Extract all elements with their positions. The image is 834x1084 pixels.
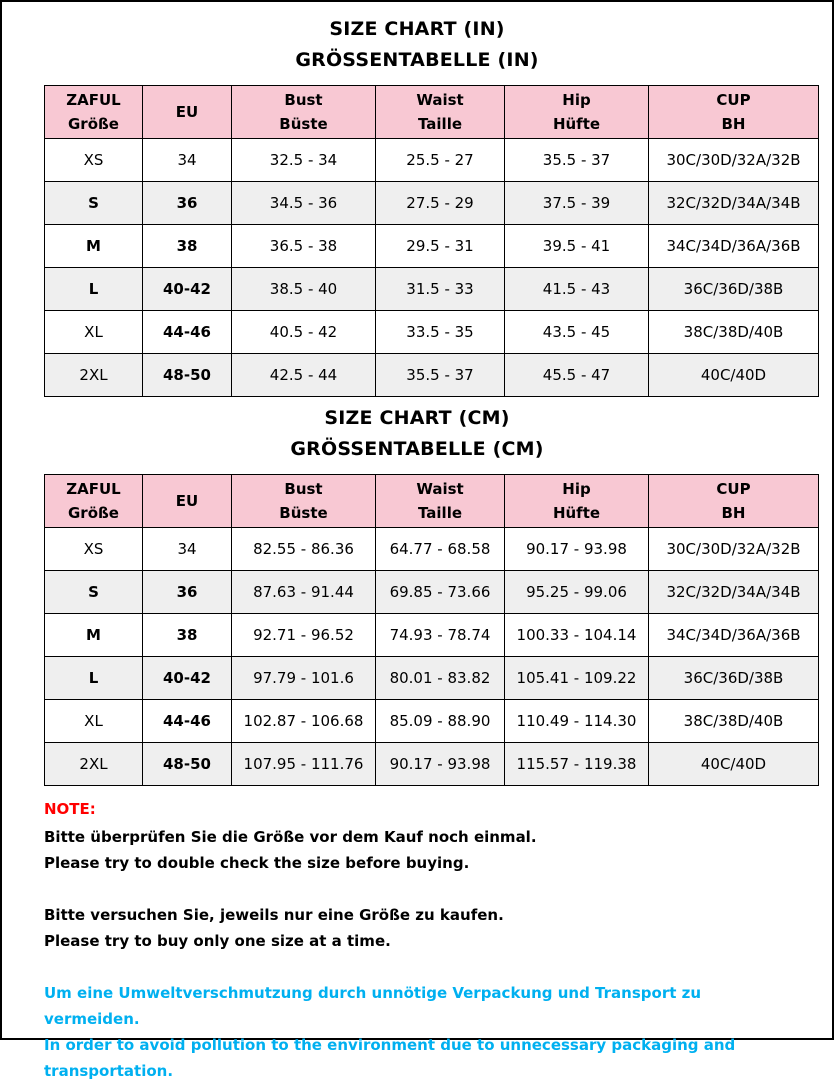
table-row	[45, 700, 819, 743]
table-cell: 32C/32D/34A/34B	[649, 571, 819, 614]
header-cell: Hip Hüfte	[505, 475, 649, 528]
note-paragraph	[44, 980, 792, 1084]
note-paragraph	[44, 902, 792, 954]
header-cell: Bust Büste	[232, 86, 376, 139]
table-cell: S	[45, 571, 143, 614]
table-cell: 39.5 - 41	[505, 225, 649, 268]
table-cell: 42.5 - 44	[232, 354, 376, 397]
table-cell: 82.55 - 86.36	[232, 528, 376, 571]
table-cell: 25.5 - 27	[376, 139, 505, 182]
table-cell: 32.5 - 34	[232, 139, 376, 182]
table-cell: 95.25 - 99.06	[505, 571, 649, 614]
note-line: Bitte überprüfen Sie die Größe vor dem Kauf noch einmal.	[44, 828, 537, 846]
table-cell: 41.5 - 43	[505, 268, 649, 311]
table-row	[45, 571, 819, 614]
table-cell: 40C/40D	[649, 743, 819, 786]
table-cell: 105.41 - 109.22	[505, 657, 649, 700]
table-cell: 100.33 - 104.14	[505, 614, 649, 657]
header-cell: EU	[143, 86, 232, 139]
header-row	[45, 475, 819, 528]
table-cell: 69.85 - 73.66	[376, 571, 505, 614]
table-cell: 40-42	[143, 657, 232, 700]
table-cell: 115.57 - 119.38	[505, 743, 649, 786]
title-size-chart-cm: SIZE CHART (CM)	[324, 407, 510, 429]
header-cell: Waist Taille	[376, 475, 505, 528]
header-cell: Bust Büste	[232, 475, 376, 528]
table-row	[45, 225, 819, 268]
table-cell: 40-42	[143, 268, 232, 311]
table-cell: 34	[143, 528, 232, 571]
table-row	[45, 139, 819, 182]
table-cell: L	[45, 268, 143, 311]
table-cell: 38	[143, 614, 232, 657]
table-cell: 34C/34D/36A/36B	[649, 225, 819, 268]
note-line: In order to avoid pollution to the environment due to unnecessary packaging and	[44, 1036, 736, 1054]
table-cell: 80.01 - 83.82	[376, 657, 505, 700]
table-cell: 36.5 - 38	[232, 225, 376, 268]
table-cell: 30C/30D/32A/32B	[649, 528, 819, 571]
table-cell: 31.5 - 33	[376, 268, 505, 311]
table-cell: 30C/30D/32A/32B	[649, 139, 819, 182]
table-cell: M	[45, 225, 143, 268]
table-cell: 110.49 - 114.30	[505, 700, 649, 743]
table-cell: 27.5 - 29	[376, 182, 505, 225]
note-label: NOTE:	[44, 800, 96, 818]
header-cell: Hip Hüfte	[505, 86, 649, 139]
table-row	[45, 614, 819, 657]
table-cell: XL	[45, 311, 143, 354]
table-cell: 102.87 - 106.68	[232, 700, 376, 743]
header-row	[45, 86, 819, 139]
table-row	[45, 354, 819, 397]
title-groessentabelle-cm: GRÖSSENTABELLE (CM)	[290, 438, 544, 460]
table-cell: 40.5 - 42	[232, 311, 376, 354]
table-row	[45, 528, 819, 571]
table-cell: 92.71 - 96.52	[232, 614, 376, 657]
table-cell: 40C/40D	[649, 354, 819, 397]
size-table-cm	[44, 474, 819, 786]
header-cell: CUP BH	[649, 475, 819, 528]
table-cell: 44-46	[143, 311, 232, 354]
table-cell: 87.63 - 91.44	[232, 571, 376, 614]
note-line: Please try to buy only one size at a time.	[44, 932, 391, 950]
table-cell: 34	[143, 139, 232, 182]
table-cell: 44-46	[143, 700, 232, 743]
note-paragraph	[44, 824, 792, 876]
notes-section	[44, 796, 792, 1084]
table-cell: 64.77 - 68.58	[376, 528, 505, 571]
table-cell: 107.95 - 111.76	[232, 743, 376, 786]
table-row	[45, 657, 819, 700]
table-cell: 2XL	[45, 743, 143, 786]
table-cell: XL	[45, 700, 143, 743]
table-cell: 36	[143, 571, 232, 614]
table-cell: 74.93 - 78.74	[376, 614, 505, 657]
table-cell: M	[45, 614, 143, 657]
note-line: Please try to double check the size before buying.	[44, 854, 470, 872]
title-size-chart-in: SIZE CHART (IN)	[329, 18, 505, 40]
table-cell: 43.5 - 45	[505, 311, 649, 354]
table-cell: 90.17 - 93.98	[505, 528, 649, 571]
table-cell: 48-50	[143, 743, 232, 786]
note-line: Bitte versuchen Sie, jeweils nur eine Größe zu kaufen.	[44, 906, 504, 924]
table-cell: XS	[45, 139, 143, 182]
table-cell: S	[45, 182, 143, 225]
header-cell: ZAFUL Größe	[45, 86, 143, 139]
table-cell: 48-50	[143, 354, 232, 397]
table-cell: 38.5 - 40	[232, 268, 376, 311]
table-cell: 35.5 - 37	[376, 354, 505, 397]
table-cell: 34C/34D/36A/36B	[649, 614, 819, 657]
header-cell: EU	[143, 475, 232, 528]
size-table-inches	[44, 85, 819, 397]
table-cell: 45.5 - 47	[505, 354, 649, 397]
table-cell: 38C/38D/40B	[649, 311, 819, 354]
table-row	[45, 182, 819, 225]
table-cell: 2XL	[45, 354, 143, 397]
table-cell: 33.5 - 35	[376, 311, 505, 354]
table-row	[45, 743, 819, 786]
title-groessentabelle-in: GRÖSSENTABELLE (IN)	[295, 49, 539, 71]
table-cell: 97.79 - 101.6	[232, 657, 376, 700]
table-cell: 85.09 - 88.90	[376, 700, 505, 743]
header-cell: Waist Taille	[376, 86, 505, 139]
table-cell: 90.17 - 93.98	[376, 743, 505, 786]
table-cell: 37.5 - 39	[505, 182, 649, 225]
table-row	[45, 311, 819, 354]
table-cell: 36	[143, 182, 232, 225]
table-cell: 36C/36D/38B	[649, 657, 819, 700]
table-cell: 29.5 - 31	[376, 225, 505, 268]
table-cell: 38	[143, 225, 232, 268]
table-cell: 35.5 - 37	[505, 139, 649, 182]
table-cell: 36C/36D/38B	[649, 268, 819, 311]
table-cell: 34.5 - 36	[232, 182, 376, 225]
note-line: transportation.	[44, 1062, 174, 1080]
table-cell: 38C/38D/40B	[649, 700, 819, 743]
table-cell: L	[45, 657, 143, 700]
header-cell: ZAFUL Größe	[45, 475, 143, 528]
header-cell: CUP BH	[649, 86, 819, 139]
table-cell: 32C/32D/34A/34B	[649, 182, 819, 225]
table-cell: XS	[45, 528, 143, 571]
note-line: Um eine Umweltverschmutzung durch unnötige Verpackung und Transport zu vermeiden.	[44, 984, 702, 1028]
table-row	[45, 268, 819, 311]
